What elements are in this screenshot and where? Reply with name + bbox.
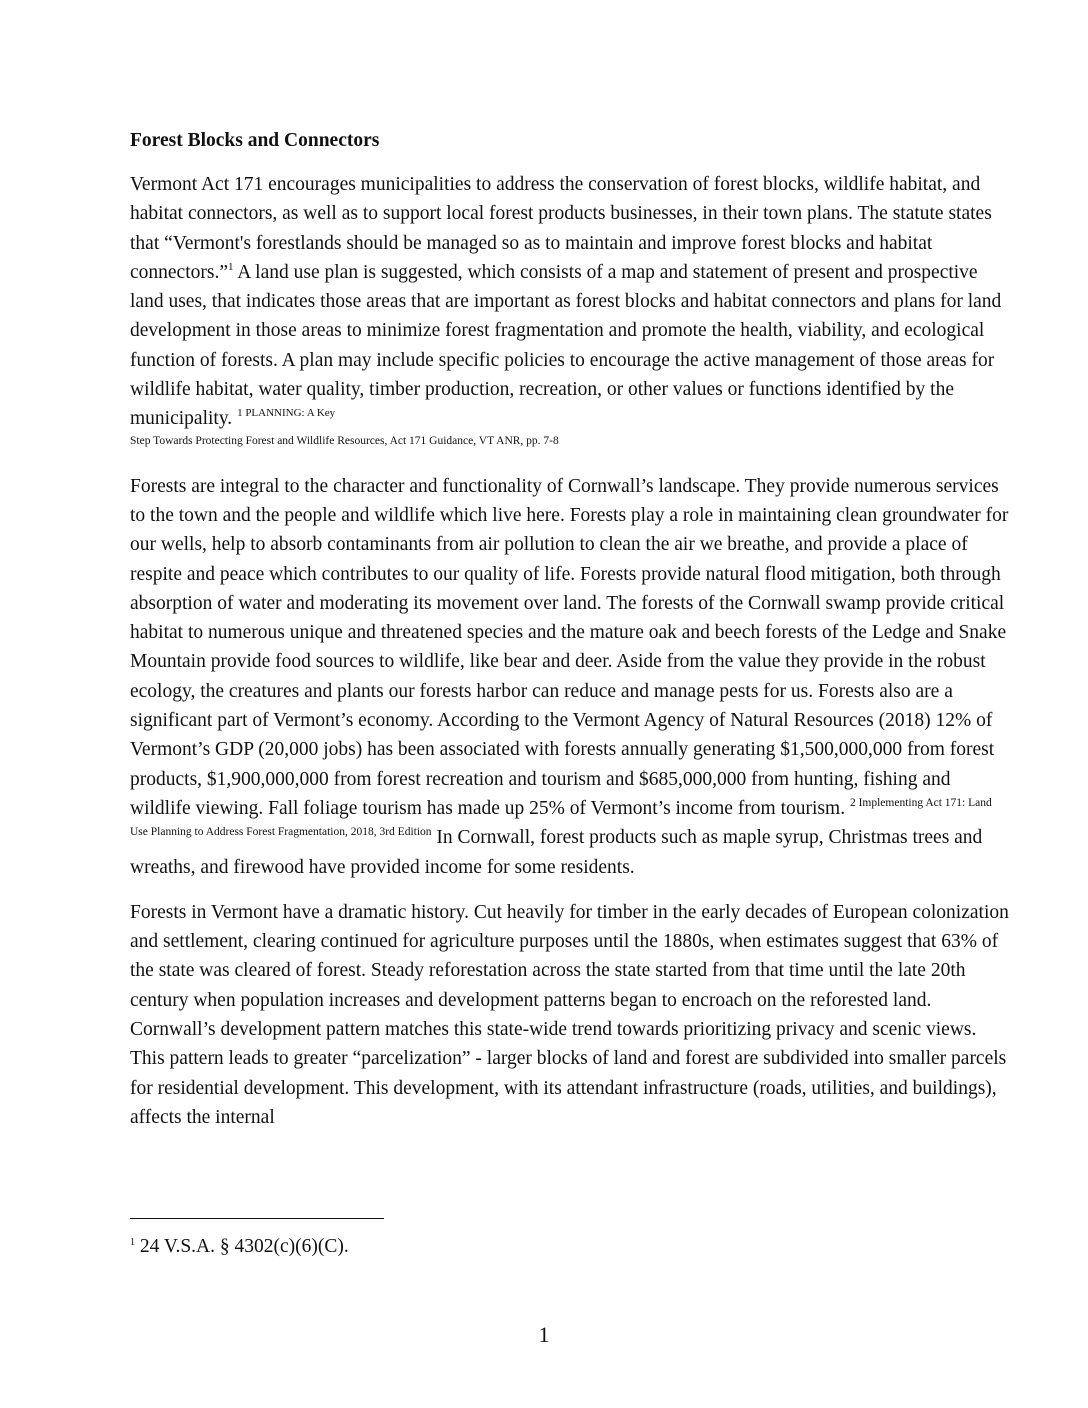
document-body (130, 128, 1010, 1148)
paragraph-text: Vermont Act 171 encourages municipalities to address the conservation of forest blocks, wildlife habitat, and habitat connectors, as well as to support local forest products businesses, in their town plans. The statute states that “Vermont's forestlands should be managed so as to maintain and improve forest blocks and habitat connectors.” (130, 174, 992, 283)
footnote-marker: 1 (130, 1237, 135, 1248)
footnote (130, 1236, 349, 1258)
paragraph-forest-history: Forests in Vermont have a dramatic history. Cut heavily for timber in the early decades of European colonization and settlement, clearing continued for agriculture purposes until the 1880s, when estimates suggest that 63% of the state was cleared of forest. Steady reforestation across the state started from that time until the late 20th century when population increases and development patterns began to encroach on the reforested land. Cornwall’s development pattern matches this state-wide trend towards prioritizing privacy and scenic views. This pattern leads to greater “parcelization” - larger blocks of land and forest are subdivided into smaller parcels for residential development. This development, with its attendant infrastructure (roads, utilities, and buildings), affects the internal (130, 901, 1009, 1128)
footnote-divider (130, 1218, 384, 1219)
paragraph-text: In Cornwall, forest products such as maple syrup, Christmas trees and wreaths, and firewood have provided income for some residents. (130, 827, 983, 878)
page-number: 1 (538, 1322, 550, 1347)
footnote-reference: 1 (228, 260, 234, 273)
inline-citation: 1 PLANNING: A Key (237, 407, 336, 420)
footnote-text: 24 V.S.A. § 4302(c)(6)(C). (135, 1236, 349, 1257)
inline-citation: 2 Implementing Act 171: Land Use Planning to Address Forest Fragmentation, 2018, 3rd Edition (130, 796, 992, 839)
paragraph-text: Forests are integral to the character and functionality of Cornwall’s landscape. They provide numerous services to the town and the people and wildlife which live here. Forests play a role in maintaining clean groundwater for our wells, help to absorb contaminants from air pollution to clean the air we breathe, and provide a place of respite and peace which contributes to our quality of life. Forests provide natural flood mitigation, both through absorption of water and moderating its movement over land. The forests of the Cornwall swamp provide critical habitat to numerous unique and threatened species and the mature oak and beech forests of the Ledge and Snake Mountain provide food sources to wildlife, like bear and deer. Aside from the value they provide in the robust ecology, the creatures and plants our forests harbor can reduce and manage pests for us. Forests also are a significant part of Vermont’s economy. According to the Vermont Agency of Natural Resources (2018) 12% of Vermont’s GDP (20,000 jobs) has been associated with forests annually generating $1,500,000,000 from forest products, $1,900,000,000 from forest recreation and tourism and $685,000,000 from hunting, fishing and wildlife viewing. Fall foliage tourism has made up 25% of Vermont’s income from tourism. (130, 475, 1009, 819)
section-heading: Forest Blocks and Connectors (130, 130, 380, 151)
inline-citation-continued: Step Towards Protecting Forest and Wildlife Resources, Act 171 Guidance, VT ANR, pp. 7-8 (130, 434, 559, 447)
paragraph-forests-integral (130, 472, 1010, 882)
paragraph-act-171 (130, 170, 1010, 450)
paragraph-text: A land use plan is suggested, which consists of a map and statement of present and prospective land uses, that indicates those areas that are important as forest blocks and habitat connectors and plans for land development in those areas to minimize forest fragmentation and promote the health, viability, and ecological function of forests. A plan may include specific policies to encourage the active management of those areas for wildlife habitat, water quality, timber production, recreation, or other values or functions identified by the municipality. (130, 261, 1002, 430)
